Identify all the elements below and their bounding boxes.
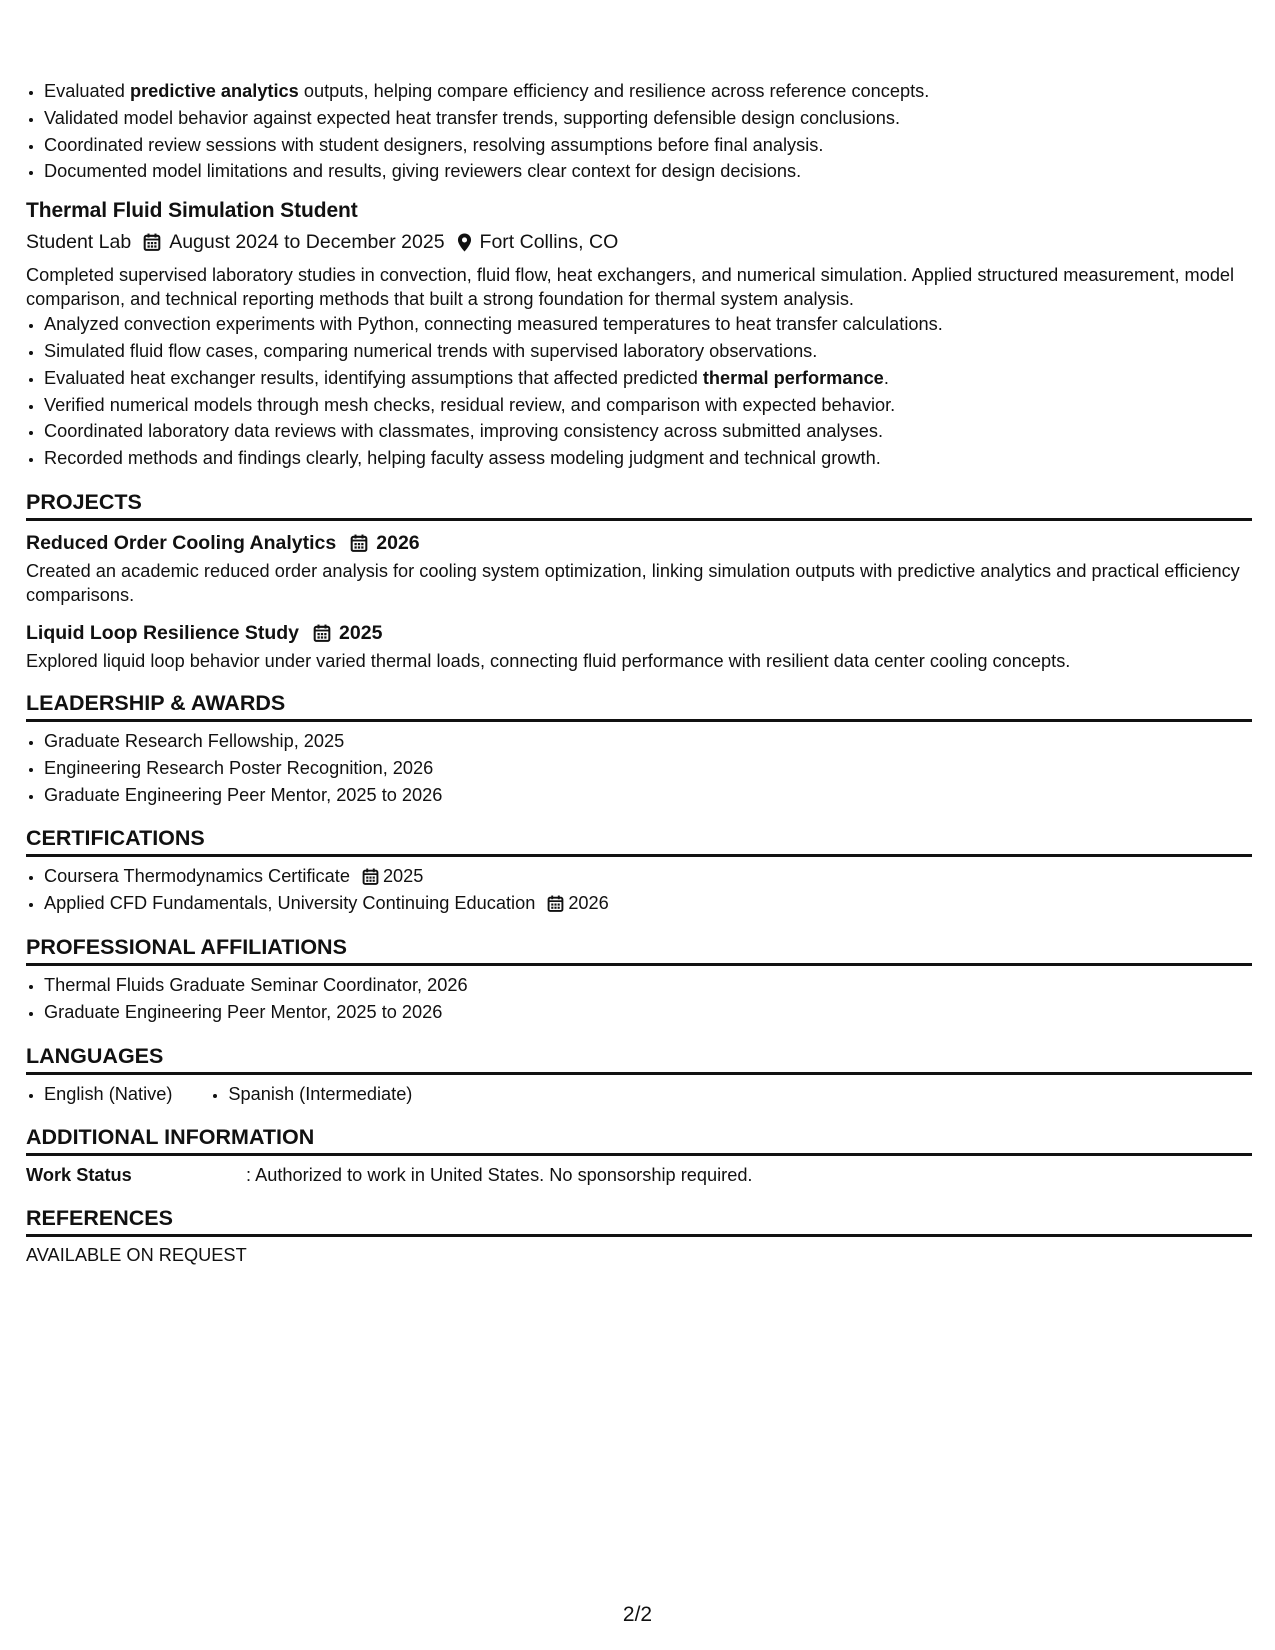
section-heading-projects: PROJECTS [26, 488, 1252, 521]
calendar-icon [350, 534, 368, 552]
list-item: • Coordinated laboratory data reviews with classmates, improving consistency across submitted analyses. [44, 418, 1252, 445]
project-title: Reduced Order Cooling Analytics 2026 [26, 529, 1252, 557]
job-summary: Completed supervised laboratory studies in convection, fluid flow, heat exchangers, and numerical simulation. Applied structured measurement, model comparison, and technical reporting methods that built a strong foundation for thermal system analysis. [26, 265, 1235, 310]
job-meta [26, 227, 1252, 257]
list-item: • Thermal Fluids Graduate Seminar Coordinator, 2026 [44, 972, 1252, 999]
job-org: Student Lab [26, 231, 132, 254]
languages-list [26, 1081, 1252, 1108]
list-item: • Evaluated predictive analytics outputs, helping compare efficiency and resilience across reference concepts. [44, 78, 1252, 105]
list-item: • Graduate Engineering Peer Mentor, 2025 to 2026 [44, 999, 1252, 1026]
list-item: • Simulated fluid flow cases, comparing numerical trends with supervised laboratory observations. [44, 338, 1252, 365]
page-number: 2/2 [622, 1603, 653, 1626]
affiliations-list [26, 972, 1252, 1026]
list-item: • Engineering Research Poster Recognition, 2026 [44, 755, 1252, 782]
location-pin-icon [457, 233, 472, 252]
project-year: 2025 [339, 621, 383, 644]
certifications-list [26, 863, 1252, 917]
list-item: • Verified numerical models through mesh checks, residual review, and comparison with expected behavior. [44, 392, 1252, 419]
list-item: • Documented model limitations and results, giving reviewers clear context for design decisions. [44, 158, 1252, 185]
list-item: • Coursera Thermodynamics Certificate 2025 [44, 863, 1252, 890]
project-description: Explored liquid loop behavior under varied thermal loads, connecting fluid performance with resilient data center cooling concepts. [26, 650, 1071, 671]
work-status-label: Work Status [26, 1165, 132, 1186]
project-title: Liquid Loop Resilience Study 2025 [26, 619, 1252, 647]
job-title: Thermal Fluid Simulation Student [26, 199, 358, 223]
section-heading-certifications: CERTIFICATIONS [26, 824, 1252, 857]
list-item: • Validated model behavior against expected heat transfer trends, supporting defensible design conclusions. [44, 105, 1252, 132]
experience-bullets-top [26, 78, 1252, 185]
list-item: • Analyzed convection experiments with Python, connecting measured temperatures to heat transfer calculations. [44, 311, 1252, 338]
calendar-icon [143, 233, 161, 251]
calendar-icon [547, 895, 564, 912]
job-dates: August 2024 to December 2025 [169, 231, 445, 254]
list-item: • Spanish (Intermediate) [228, 1081, 412, 1108]
calendar-icon [362, 868, 379, 885]
awards-list [26, 728, 1252, 808]
job-location: Fort Collins, CO [479, 231, 619, 254]
calendar-icon [313, 624, 331, 642]
references-text: AVAILABLE ON REQUEST [26, 1245, 247, 1266]
list-item: • Recorded methods and findings clearly, helping faculty assess modeling judgment and technical growth. [44, 445, 1252, 472]
section-heading-languages: LANGUAGES [26, 1042, 1252, 1075]
section-heading-references: REFERENCES [26, 1204, 1252, 1237]
work-status-row [26, 1162, 1252, 1188]
list-item: • Coordinated review sessions with student designers, resolving assumptions before final analysis. [44, 132, 1252, 159]
resume-page [26, 78, 1252, 1267]
project-year: 2026 [376, 531, 420, 554]
project-description: Created an academic reduced order analysis for cooling system optimization, linking simulation outputs with predictive analytics and practical efficiency comparisons. [26, 560, 1240, 605]
section-heading-affiliations: PROFESSIONAL AFFILIATIONS [26, 933, 1252, 966]
section-heading-additional-info: ADDITIONAL INFORMATION [26, 1123, 1252, 1156]
list-item: • English (Native) [44, 1081, 172, 1108]
section-heading-awards: LEADERSHIP & AWARDS [26, 689, 1252, 722]
job-bullets [26, 311, 1252, 472]
work-status-value: : Authorized to work in United States. No sponsorship required. [246, 1165, 753, 1186]
list-item: • Graduate Research Fellowship, 2025 [44, 728, 1252, 755]
list-item: • Graduate Engineering Peer Mentor, 2025 to 2026 [44, 782, 1252, 809]
list-item: • Applied CFD Fundamentals, University Continuing Education 2026 [44, 890, 1252, 917]
list-item: • Evaluated heat exchanger results, identifying assumptions that affected predicted thermal performance. [44, 365, 1252, 392]
